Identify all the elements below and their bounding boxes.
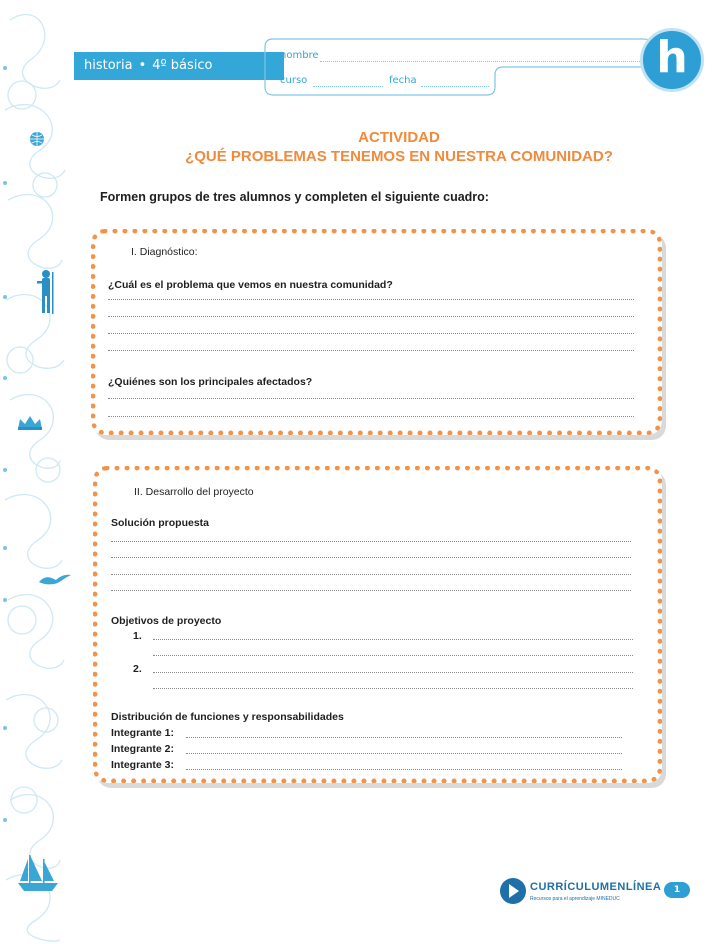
question-problem: ¿Cuál es el problema que vemos en nuestra comunidad? [108, 279, 393, 291]
answer-line[interactable] [108, 333, 634, 334]
grade-label: 4º básico [152, 58, 213, 73]
crown-icon [16, 413, 44, 431]
solution-label: Solución propuesta [111, 517, 210, 529]
ship-icon [14, 853, 62, 893]
footer-brand: CURRÍCULUMENLÍNEA [530, 881, 662, 893]
separator-dot: • [138, 58, 147, 73]
objectives-label: Objetivos de proyecto [111, 615, 222, 627]
answer-line[interactable] [108, 398, 634, 399]
answer-line[interactable] [111, 574, 631, 575]
objective-number-1: 1. [133, 630, 142, 642]
member-1-label: Integrante 1: [111, 727, 175, 739]
globe-icon [29, 131, 45, 147]
name-label: nombre [280, 50, 319, 61]
member-1-line[interactable] [186, 737, 622, 738]
activity-title: ACTIVIDAD [358, 129, 440, 146]
objective-number-2: 2. [133, 663, 142, 675]
answer-line[interactable] [111, 541, 631, 542]
answer-line[interactable] [108, 416, 634, 417]
distribution-label: Distribución de funciones y responsabilidades [111, 711, 344, 723]
project-heading: II. Desarrollo del proyecto [134, 486, 254, 498]
diagnosis-box [91, 229, 662, 435]
member-3-line[interactable] [186, 769, 622, 770]
bird-icon [38, 572, 72, 586]
student-info-form [263, 37, 658, 97]
footer-tagline: Recursos para el aprendizaje MINEDUC [530, 896, 620, 902]
member-2-label: Integrante 2: [111, 743, 175, 755]
member-3-label: Integrante 3: [111, 759, 175, 771]
answer-line[interactable] [153, 688, 633, 689]
answer-line[interactable] [153, 672, 633, 673]
answer-line[interactable] [108, 299, 634, 300]
answer-line[interactable] [111, 557, 631, 558]
answer-line[interactable] [111, 590, 631, 591]
member-2-line[interactable] [186, 753, 622, 754]
answer-line[interactable] [153, 639, 633, 640]
diagnosis-heading: I. Diagnóstico: [131, 246, 198, 258]
subject-label: historia [84, 58, 133, 73]
explorer-figure-icon [34, 268, 58, 318]
subject-grade-banner [74, 52, 284, 80]
history-h-badge: h [640, 28, 704, 92]
answer-line[interactable] [153, 655, 633, 656]
answer-line[interactable] [108, 316, 634, 317]
question-title: ¿QUÉ PROBLEMAS TENEMOS EN NUESTRA COMUNIDAD? [185, 148, 613, 165]
form-outline [263, 37, 658, 97]
question-affected: ¿Quiénes son los principales afectados? [108, 376, 313, 388]
date-label: fecha [389, 75, 417, 86]
curriculum-play-icon [500, 878, 526, 904]
name-field[interactable] [320, 61, 640, 62]
course-label: curso [280, 75, 308, 86]
answer-line[interactable] [108, 350, 634, 351]
instruction-text: Formen grupos de tres alumnos y completen el siguiente cuadro: [100, 190, 489, 204]
date-field[interactable] [421, 86, 489, 87]
page-number-badge: 1 [664, 882, 690, 898]
course-field[interactable] [313, 86, 383, 87]
